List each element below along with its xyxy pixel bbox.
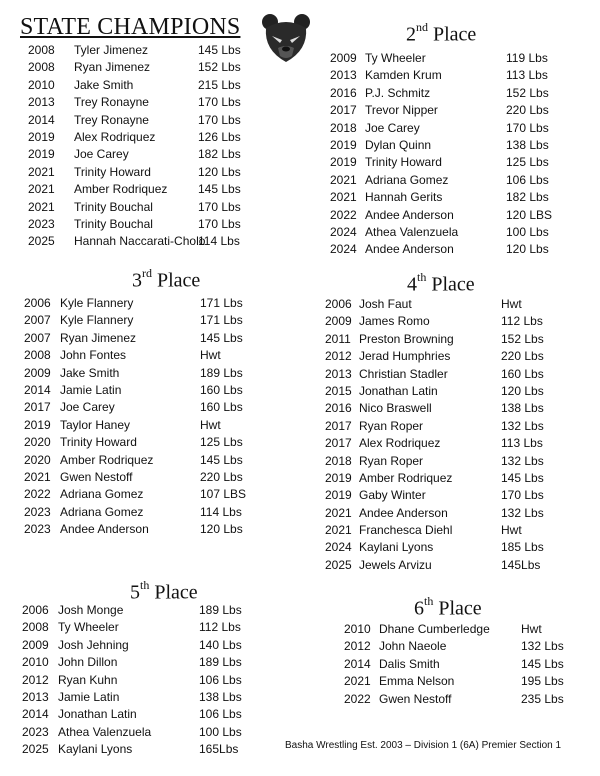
entry-year: 2006 <box>325 297 352 311</box>
entry-name: Jake Smith <box>74 77 134 92</box>
entry-year: 2019 <box>325 470 352 485</box>
entry-year: 2023 <box>22 724 49 739</box>
entry-name: Joe Carey <box>365 120 420 135</box>
entry-weight: 165Lbs <box>199 742 239 757</box>
entry-name: Nico Braswell <box>359 401 432 416</box>
entry-weight: 182 Lbs <box>506 190 549 205</box>
entry-year: 2021 <box>344 674 371 689</box>
entry-year: 2021 <box>28 182 55 197</box>
entry-weight: 160 Lbs <box>200 400 243 415</box>
entry-year: 2014 <box>22 707 49 722</box>
entry-year: 2009 <box>22 637 49 652</box>
entry-year: 2022 <box>24 487 51 502</box>
entry-weight: 140 Lbs <box>199 637 242 652</box>
entry-name: Gwen Nestoff <box>60 469 133 484</box>
entry-name: Dhane Cumberledge <box>379 622 490 636</box>
entry-year: 2023 <box>24 522 51 537</box>
entry-weight: 125 Lbs <box>506 155 549 170</box>
entry-year: 2014 <box>344 656 371 671</box>
entry-year: 2025 <box>28 234 55 249</box>
entry-weight: 189 Lbs <box>199 655 242 670</box>
entry-name: James Romo <box>359 314 430 329</box>
entry-name: Trinity Howard <box>365 155 442 170</box>
third-place-heading: 3rd Place <box>132 266 201 292</box>
entry-name: Jamie Latin <box>60 382 122 397</box>
entry-year: 2018 <box>325 453 352 468</box>
entry-year: 2021 <box>28 164 55 179</box>
fourth-place-section <box>325 270 544 572</box>
entry-name: Kyle Flannery <box>60 296 134 310</box>
fifth-place-section <box>22 578 242 757</box>
entry-year: 2025 <box>22 742 49 757</box>
entry-weight: 195 Lbs <box>521 674 564 689</box>
entry-year: 2023 <box>28 216 55 231</box>
entry-year: 2006 <box>22 603 49 617</box>
entry-weight: 120 Lbs <box>198 164 241 179</box>
entry-weight: 152 Lbs <box>198 60 241 75</box>
entry-year: 2019 <box>330 155 357 170</box>
entry-year: 2017 <box>24 400 51 415</box>
entry-weight: 145Lbs <box>501 557 541 572</box>
entry-name: Jerad Humphries <box>359 349 451 364</box>
entry-weight: 138 Lbs <box>506 137 549 152</box>
entry-weight: 120 Lbs <box>506 242 549 257</box>
entry-name: Amber Rodriquez <box>359 470 453 485</box>
entry-weight: 145 Lbs <box>501 470 544 485</box>
entry-name: Amber Rodriquez <box>60 452 154 467</box>
entry-weight: 145 Lbs <box>200 330 243 345</box>
entry-name: Ryan Jimenez <box>74 60 151 75</box>
entry-year: 2010 <box>22 655 49 670</box>
entry-year: 2013 <box>22 689 49 704</box>
entry-name: Adriana Gomez <box>60 504 144 519</box>
entry-year: 2012 <box>344 639 371 654</box>
entry-weight: 185 Lbs <box>501 540 544 555</box>
entry-name: Dalis Smith <box>379 656 440 671</box>
entry-weight: Hwt <box>200 348 221 363</box>
entry-weight: 126 Lbs <box>198 129 241 144</box>
entry-year: 2012 <box>22 672 49 687</box>
entry-weight: 119 Lbs <box>506 51 548 65</box>
entry-name: Ryan Kuhn <box>58 672 118 687</box>
entry-weight: 189 Lbs <box>200 365 243 380</box>
entry-name: John Fontes <box>60 348 127 363</box>
entry-weight: Hwt <box>200 417 221 432</box>
entry-weight: 113 Lbs <box>501 436 543 451</box>
entry-weight: 220 Lbs <box>506 103 549 118</box>
entry-weight: 125 Lbs <box>200 435 243 450</box>
entry-weight: 112 Lbs <box>501 314 543 329</box>
entry-weight: 114 Lbs <box>198 234 240 249</box>
entry-year: 2019 <box>330 137 357 152</box>
entry-year: 2023 <box>24 504 51 519</box>
entry-year: 2014 <box>28 112 55 127</box>
entry-weight: 170 Lbs <box>506 120 549 135</box>
entry-name: Trinity Bouchal <box>74 216 153 231</box>
entry-name: Jonathan Latin <box>359 383 438 398</box>
entry-name: Christian Stadler <box>359 366 448 381</box>
entry-name: Andee Anderson <box>365 207 454 222</box>
entry-weight: 189 Lbs <box>199 603 242 617</box>
entry-year: 2021 <box>28 199 55 214</box>
entry-weight: 100 Lbs <box>506 224 549 239</box>
entry-weight: 106 Lbs <box>506 172 549 187</box>
entry-year: 2006 <box>24 296 51 310</box>
entry-year: 2017 <box>325 418 352 433</box>
entry-weight: 145 Lbs <box>200 452 243 467</box>
entry-name: Kaylani Lyons <box>359 540 434 555</box>
entry-year: 2010 <box>344 622 371 636</box>
entry-name: Amber Rodriquez <box>74 182 168 197</box>
entry-year: 2016 <box>325 401 352 416</box>
entry-name: Trevor Nipper <box>365 103 438 118</box>
entry-name: Jonathan Latin <box>58 707 137 722</box>
entry-name: Andee Anderson <box>60 522 149 537</box>
entry-year: 2021 <box>325 505 352 520</box>
entry-name: Tyler Jimenez <box>74 43 149 57</box>
entry-weight: 170 Lbs <box>501 488 544 503</box>
entry-year: 2007 <box>24 330 51 345</box>
entry-weight: 171 Lbs <box>200 296 243 310</box>
entry-weight: 145 Lbs <box>198 43 241 57</box>
entry-weight: 152 Lbs <box>506 85 549 100</box>
page-title: STATE CHAMPIONS <box>20 14 241 40</box>
entry-year: 2009 <box>325 314 352 329</box>
entry-year: 2020 <box>24 452 51 467</box>
entry-weight: 152 Lbs <box>501 331 544 346</box>
entry-weight: 132 Lbs <box>501 418 544 433</box>
entry-name: Adriana Gomez <box>365 172 449 187</box>
entry-weight: 106 Lbs <box>199 707 242 722</box>
third-place-section <box>20 266 247 537</box>
entry-year: 2024 <box>330 242 357 257</box>
entry-name: Hannah Gerits <box>365 190 443 205</box>
entry-year: 2012 <box>325 349 352 364</box>
entry-year: 2022 <box>344 691 371 706</box>
bear-head-icon <box>258 10 314 66</box>
entry-weight: 220 Lbs <box>501 349 544 364</box>
second-place-section <box>330 20 553 257</box>
entry-name: Athea Valenzuela <box>58 724 152 739</box>
entry-weight: 170 Lbs <box>198 112 241 127</box>
entry-weight: 106 Lbs <box>199 672 242 687</box>
entry-name: Joe Carey <box>74 147 129 162</box>
entry-name: Emma Nelson <box>379 674 455 689</box>
entry-name: Andee Anderson <box>359 505 448 520</box>
entry-year: 2017 <box>325 436 352 451</box>
entry-weight: 235 Lbs <box>521 691 564 706</box>
entry-year: 2009 <box>330 51 357 65</box>
entry-year: 2021 <box>330 190 357 205</box>
entry-year: 2008 <box>28 60 55 75</box>
entry-year: 2022 <box>330 207 357 222</box>
footer-note: Basha Wrestling Est. 2003 – Division 1 (6A) Premier Section 1 <box>285 740 562 751</box>
entry-year: 2009 <box>24 365 51 380</box>
fourth-place-heading: 4th Place <box>407 270 475 296</box>
entry-name: P.J. Schmitz <box>365 85 431 100</box>
entry-name: Taylor Haney <box>60 417 131 432</box>
entry-year: 2019 <box>24 417 51 432</box>
entry-weight: 132 Lbs <box>501 453 544 468</box>
entry-name: Gwen Nestoff <box>379 691 452 706</box>
entry-weight: Hwt <box>501 297 522 311</box>
entry-weight: 170 Lbs <box>198 199 241 214</box>
entry-weight: 220 Lbs <box>200 469 243 484</box>
entry-name: Dylan Quinn <box>365 137 432 152</box>
entry-year: 2008 <box>22 620 49 635</box>
entry-year: 2014 <box>24 382 51 397</box>
entry-weight: 171 Lbs <box>200 313 243 328</box>
entry-year: 2017 <box>330 103 357 118</box>
entry-year: 2013 <box>325 366 352 381</box>
entry-name: Josh Monge <box>58 603 124 617</box>
entry-weight: Hwt <box>501 523 522 538</box>
entry-weight: 160 Lbs <box>200 382 243 397</box>
entry-name: Kaylani Lyons <box>58 742 133 757</box>
entry-name: Ty Wheeler <box>365 51 426 65</box>
entry-year: 2007 <box>24 313 51 328</box>
sixth-place-heading: 6th Place <box>414 594 482 620</box>
entry-weight: 145 Lbs <box>521 656 564 671</box>
entry-year: 2019 <box>28 147 55 162</box>
entry-name: Athea Valenzuela <box>365 224 459 239</box>
entry-weight: 120 Lbs <box>501 383 544 398</box>
entry-name: Josh Jehning <box>58 637 129 652</box>
entry-weight: 100 Lbs <box>199 724 242 739</box>
entry-weight: 114 Lbs <box>200 504 242 519</box>
entry-year: 2011 <box>325 331 351 346</box>
entry-name: Ty Wheeler <box>58 620 119 635</box>
entry-weight: 182 Lbs <box>198 147 241 162</box>
entry-name: Kamden Krum <box>365 68 442 83</box>
entry-name: John Naeole <box>379 639 447 654</box>
entry-year: 2019 <box>325 488 352 503</box>
entry-name: John Dillon <box>58 655 118 670</box>
entry-name: Jamie Latin <box>58 689 120 704</box>
entry-name: Alex Rodriquez <box>74 129 156 144</box>
entry-name: Joe Carey <box>60 400 115 415</box>
entry-name: Josh Faut <box>359 297 412 311</box>
sixth-place-section <box>344 594 564 706</box>
entry-name: Adriana Gomez <box>60 487 144 502</box>
entry-weight: 132 Lbs <box>521 639 564 654</box>
entry-name: Trinity Howard <box>74 164 151 179</box>
entry-weight: 215 Lbs <box>198 77 241 92</box>
entry-year: 2008 <box>24 348 51 363</box>
entry-name: Trey Ronayne <box>74 95 149 110</box>
entry-name: Kyle Flannery <box>60 313 134 328</box>
entry-name: Preston Browning <box>359 331 454 346</box>
entry-weight: 113 Lbs <box>506 68 548 83</box>
entry-year: 2020 <box>24 435 51 450</box>
entry-year: 2024 <box>330 224 357 239</box>
entry-year: 2025 <box>325 557 352 572</box>
entry-year: 2018 <box>330 120 357 135</box>
entry-name: Jake Smith <box>60 365 120 380</box>
entry-name: Andee Anderson <box>365 242 454 257</box>
entry-year: 2010 <box>28 77 55 92</box>
entry-name: Gaby Winter <box>359 488 426 503</box>
entry-name: Ryan Roper <box>359 453 424 468</box>
entry-name: Trey Ronayne <box>74 112 149 127</box>
entry-name: Trinity Bouchal <box>74 199 153 214</box>
entry-weight: 170 Lbs <box>198 216 241 231</box>
entry-weight: 112 Lbs <box>199 620 241 635</box>
entry-weight: 170 Lbs <box>198 95 241 110</box>
entry-year: 2013 <box>330 68 357 83</box>
entry-weight: 138 Lbs <box>199 689 242 704</box>
entry-weight: 132 Lbs <box>501 505 544 520</box>
entry-year: 2008 <box>28 43 55 57</box>
entry-name: Alex Rodriquez <box>359 436 441 451</box>
entry-year: 2016 <box>330 85 357 100</box>
fifth-place-heading: 5th Place <box>130 578 198 604</box>
entry-year: 2021 <box>325 523 352 538</box>
entry-year: 2015 <box>325 383 352 398</box>
second-place-heading: 2nd Place <box>406 20 477 46</box>
entry-year: 2013 <box>28 95 55 110</box>
entry-weight: 120 LBS <box>506 207 553 222</box>
entry-weight: 120 Lbs <box>200 522 243 537</box>
entry-name: Ryan Jimenez <box>60 330 137 345</box>
entry-year: 2019 <box>28 129 55 144</box>
entry-name: Ryan Roper <box>359 418 424 433</box>
entry-weight: 138 Lbs <box>501 401 544 416</box>
entry-weight: 160 Lbs <box>501 366 544 381</box>
entry-year: 2021 <box>330 172 357 187</box>
entry-weight: 145 Lbs <box>198 182 241 197</box>
entry-name: Franchesca Diehl <box>359 523 453 538</box>
entry-weight: Hwt <box>521 622 542 636</box>
entry-name: Hannah Naccarati-Cholo <box>74 234 206 249</box>
entry-name: Jewels Arvizu <box>359 557 432 572</box>
entry-weight: 107 LBS <box>200 487 247 502</box>
entry-year: 2024 <box>325 540 352 555</box>
entry-year: 2021 <box>24 469 51 484</box>
entry-name: Trinity Howard <box>60 435 137 450</box>
